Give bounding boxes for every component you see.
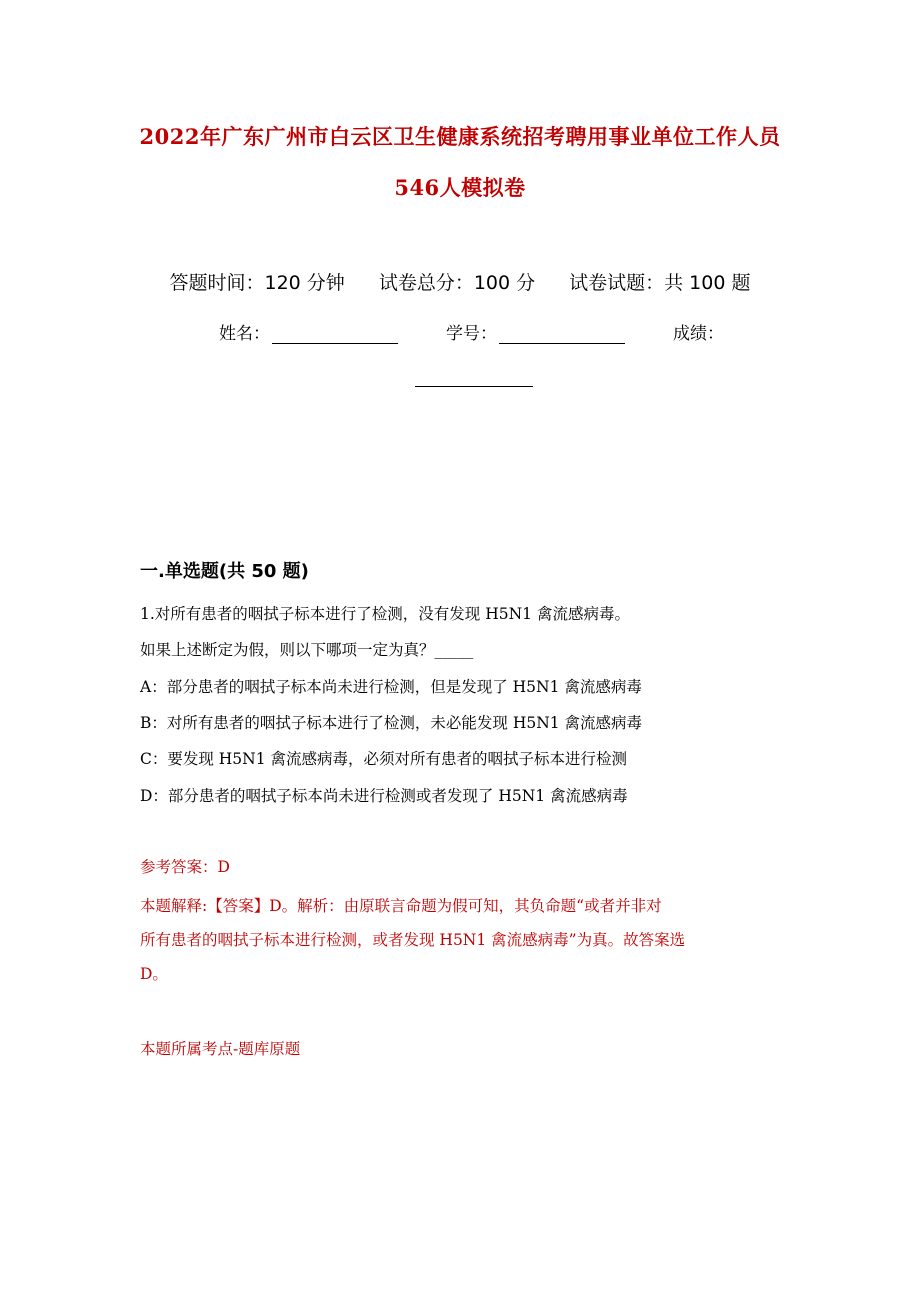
- exam-question-count: 试卷试题：共 100 题: [569, 272, 751, 294]
- exam-title-line1: 2022年广东广州市白云区卫生健康系统招考聘用事业单位工作人员: [139, 124, 781, 149]
- option-a: A：部分患者的咽拭子标本尚未进行检测，但是发现了 H5N1 禽流感病毒: [140, 678, 642, 696]
- reference-answer: 参考答案：D: [140, 858, 230, 876]
- section-title: 一.单选题(共 50 题): [140, 561, 309, 582]
- name-field: [219, 319, 398, 344]
- explanation-line2: 所有患者的咽拭子标本进行检测，或者发现 H5N1 禽流感病毒”为真。故答案选: [140, 931, 686, 949]
- name-blank[interactable]: [272, 324, 398, 344]
- score-label: 成绩：: [673, 324, 724, 344]
- id-blank[interactable]: [499, 324, 625, 344]
- option-d: D：部分患者的咽拭子标本尚未进行检测或者发现了 H5N1 禽流感病毒: [140, 787, 628, 805]
- id-field: [446, 319, 625, 344]
- knowledge-point: 本题所属考点-题库原题: [140, 1040, 301, 1058]
- exam-total-score: 试卷总分：100 分: [378, 272, 536, 294]
- exam-title-line2: 546人模拟卷: [394, 175, 526, 200]
- score-field: [673, 319, 724, 344]
- id-label: 学号：: [446, 324, 497, 344]
- exam-meta: [0, 268, 920, 295]
- question-stem-line1: 1.对所有患者的咽拭子标本进行了检测，没有发现 H5N1 禽流感病毒。: [140, 605, 630, 623]
- question-stem-line2: 如果上述断定为假，则以下哪项一定为真？_____: [140, 641, 474, 659]
- exam-time: 答题时间：120 分钟: [169, 272, 345, 294]
- explanation-line3: D。: [140, 965, 168, 983]
- option-c: C：要发现 H5N1 禽流感病毒，必须对所有患者的咽拭子标本进行检测: [140, 750, 628, 768]
- explanation: [140, 889, 785, 991]
- score-blank[interactable]: [415, 385, 533, 387]
- explanation-line1: 本题解释:【答案】D。解析：由原联言命题为假可知，其负命题“或者并非对: [140, 897, 662, 915]
- option-b: B：对所有患者的咽拭子标本进行了检测，未必能发现 H5N1 禽流感病毒: [140, 714, 643, 732]
- name-label: 姓名：: [219, 324, 270, 344]
